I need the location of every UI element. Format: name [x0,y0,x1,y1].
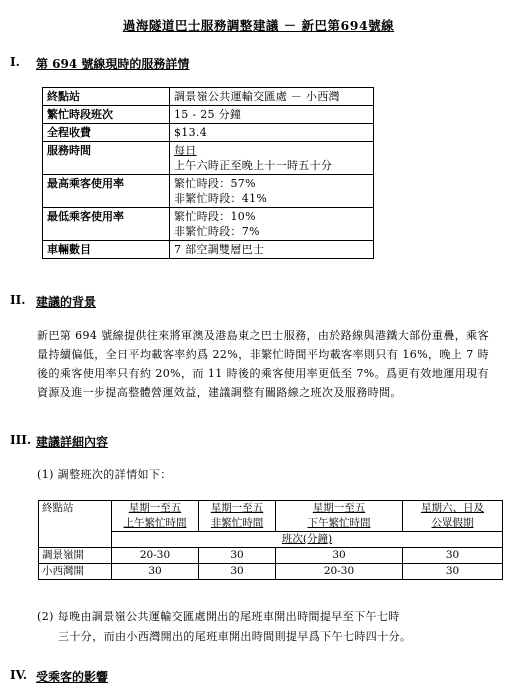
min-occupancy-label: 最低乘客使用率 [43,208,170,241]
details-item-2-line-2: 三十分，而由小西灣開出的尾班車開出時間則提早爲下午七時四十分。 [58,630,412,643]
table-header-row [39,501,503,532]
table-cell: 20-30 [112,548,199,564]
table-row [43,208,374,241]
schedule-corner-label: 終點站 [39,501,112,548]
section-2-number: II. [10,293,26,307]
document-title: 過海隧道巴士服務調整建議 － 新巴第694號線 [122,18,395,33]
section-3-number: III. [10,433,32,447]
column-header-line: 星期一至五 [312,502,366,514]
max-occupancy-offpeak: 非繁忙時段：41% [174,192,268,205]
table-row [43,106,374,124]
terminus-label: 終點站 [43,88,170,106]
column-header-line: 下午繁忙時間 [307,517,371,529]
fare-label: 全程收費 [43,124,170,142]
column-header-line: 星期一至五 [128,502,182,514]
service-details-table [42,87,374,259]
section-3-title: 建議詳細內容 [36,435,109,449]
column-header-line: 上午繁忙時間 [123,517,187,529]
section-3-heading [10,433,108,450]
peak-headway-value: 15 - 25 分鐘 [170,106,374,124]
table-cell: 30 [403,564,503,580]
table-cell: 30 [403,548,503,564]
peak-headway-label: 繁忙時段班次 [43,106,170,124]
terminus-value: 調景嶺公共運輸交匯處 － 小西灣 [170,88,374,106]
service-hours-value [170,142,374,175]
table-cell: 20-30 [276,564,403,580]
table-cell: 30 [199,548,276,564]
background-paragraph: 新巴第 694 號線提供往來將軍澳及港島東之巴士服務，由於路線與港鐵大部份重疊，乘客量持續偏低，全日平均載客率約爲 22%，非繁忙時間平均載客率則只有 16%，晚上 7 時後的乘客使用率只有約 20%，而 11 時後的乘客使用率更低至 7%。爲更有效地運用現有資源及進一步提高整體營運效益，建議調整有關路線之班次及服務時間。 [37,329,489,399]
section-2-heading [10,293,96,310]
min-occupancy-value [170,208,374,241]
headway-unit-label: 班次(分鐘) [112,532,503,548]
table-cell: 30 [112,564,199,580]
details-item-2-line-1: (2) 每晚由調景嶺公共運輸交匯處開出的尾班車開出時間提早至下午七時 [37,610,400,623]
column-header-weekday-am-peak [112,501,199,532]
table-row [43,124,374,142]
section-1-title: 第 694 號線現時的服務詳情 [36,57,190,71]
row-label-tiu-keng-leng: 調景嶺開 [39,548,112,564]
column-header-line: 星期六、日及 [421,502,484,514]
table-row [43,175,374,208]
table-row [43,241,374,259]
column-header-line: 公眾假期 [431,517,474,529]
service-hours-label: 服務時間 [43,142,170,175]
column-header-weekday-offpeak [199,501,276,532]
min-occupancy-peak: 繁忙時段：10% [174,210,256,223]
fare-value: $13.4 [170,124,374,142]
table-row [43,142,374,175]
service-time-range: 上午六時正至晚上十一時五十分 [174,159,333,172]
section-4-title: 受乘客的影響 [36,670,109,684]
table-row [39,548,503,564]
row-label-siu-sai-wan: 小西灣開 [39,564,112,580]
fleet-value: 7 部空調雙層巴士 [170,241,374,259]
section-1-heading [10,55,189,72]
min-occupancy-offpeak: 非繁忙時段：7% [174,225,260,238]
section-4-number: IV. [10,668,28,682]
column-header-weekday-pm-peak [276,501,403,532]
table-cell: 30 [276,548,403,564]
column-header-weekend-holiday [403,501,503,532]
table-row [43,88,374,106]
max-occupancy-label: 最高乘客使用率 [43,175,170,208]
table-row [39,564,503,580]
table-cell: 30 [199,564,276,580]
fleet-label: 車輛數目 [43,241,170,259]
max-occupancy-value [170,175,374,208]
max-occupancy-peak: 繁忙時段：57% [174,177,256,190]
column-header-line: 非繁忙時間 [210,517,264,529]
section-2-title: 建議的背景 [36,295,97,309]
schedule-table [38,500,503,580]
service-days: 每日 [174,144,197,157]
column-header-line: 星期一至五 [210,502,264,514]
details-item-1: (1) 調整班次的詳情如下： [37,468,172,481]
section-4-heading [10,668,108,685]
section-1-number: I. [10,55,20,69]
